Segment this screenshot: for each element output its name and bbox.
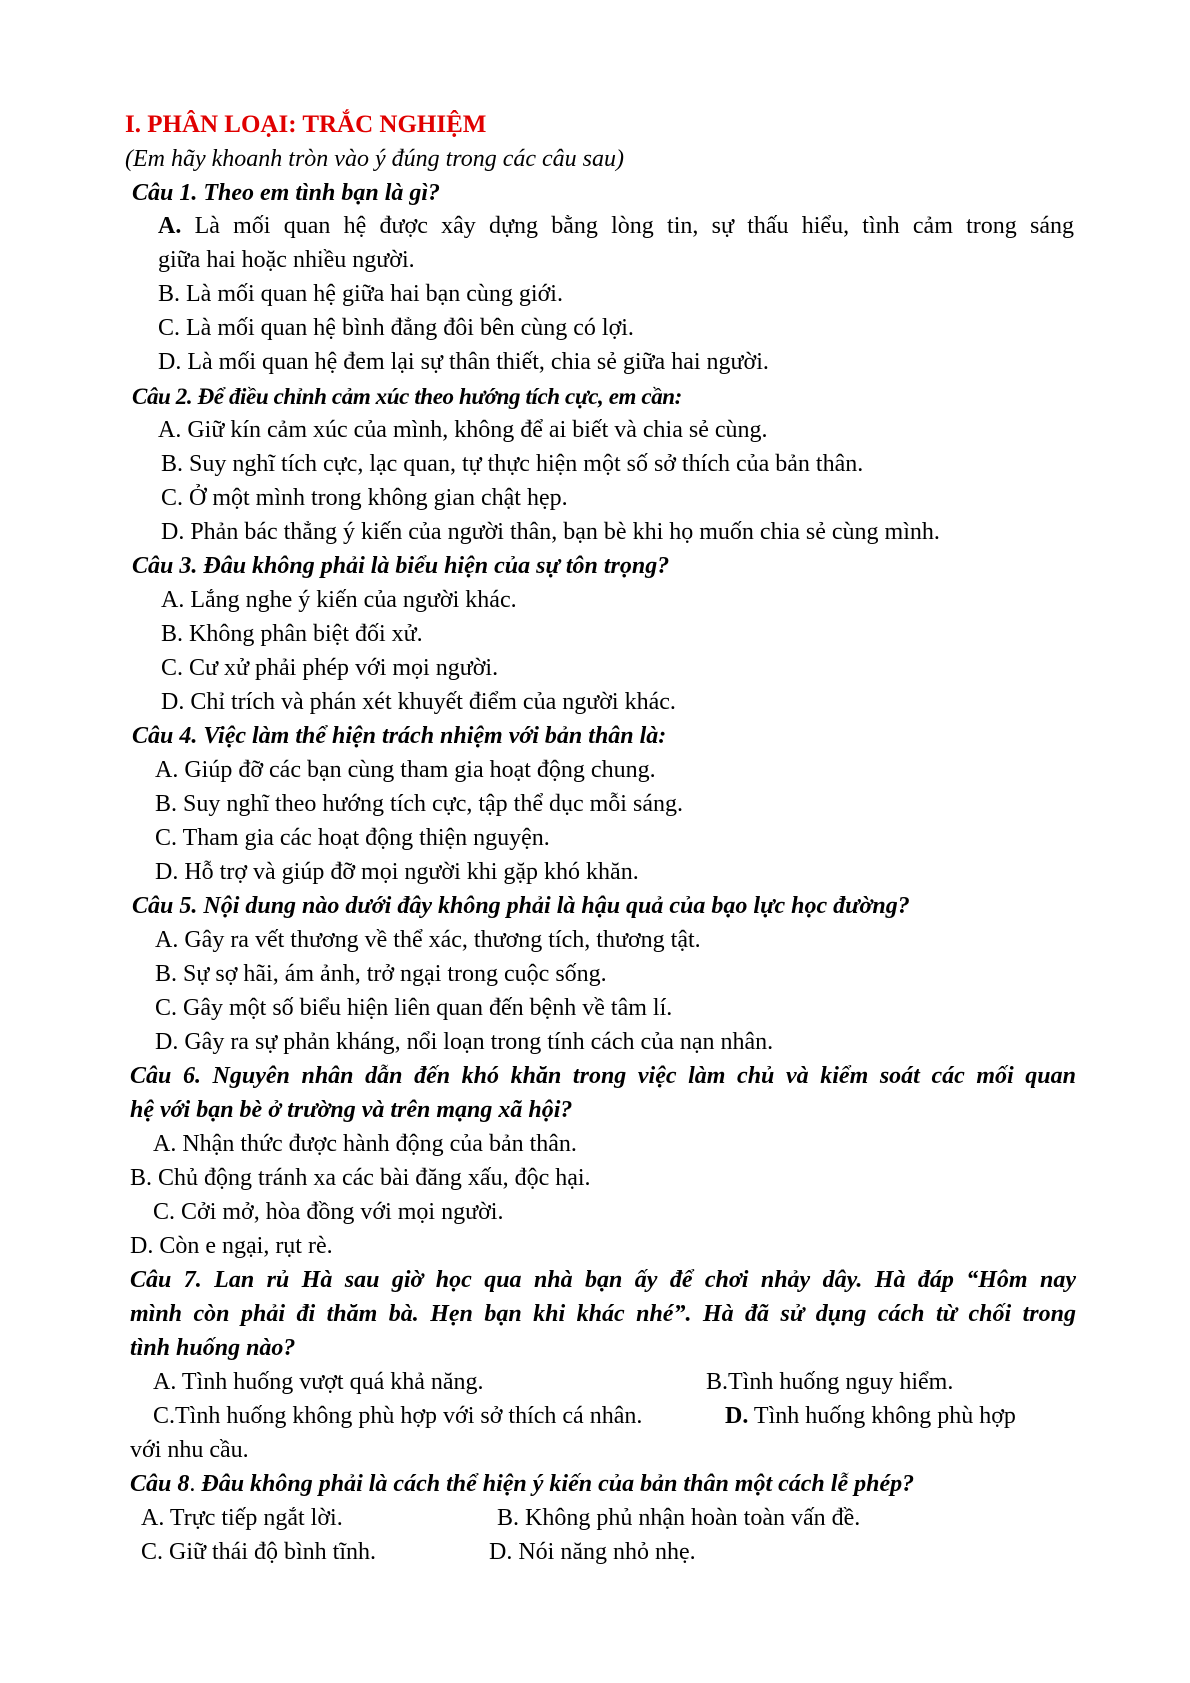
question-2-option-c: C. Ở một mình trong không gian chật hẹp. — [161, 485, 568, 511]
question-4-option-a: A. Giúp đỡ các bạn cùng tham gia hoạt động chung. — [155, 757, 656, 783]
question-4-option-b: B. Suy nghĩ theo hướng tích cực, tập thể dục mỗi sáng. — [155, 791, 683, 817]
question-6-stem: Câu 6. Nguyên nhân dẫn đến khó khăn trong việc làm chủ và kiểm soát các mối quan — [130, 1063, 1076, 1089]
question-4-stem: Câu 4. Việc làm thể hiện trách nhiệm với bản thân là: — [132, 723, 667, 749]
question-7-option-b: B.Tình huống nguy hiểm. — [706, 1369, 954, 1395]
question-3-stem: Câu 3. Đâu không phải là biểu hiện của sự tôn trọng? — [132, 553, 670, 579]
question-number: Câu 8 — [130, 1471, 190, 1497]
question-8-stem — [130, 1467, 914, 1501]
question-8-option-b: B. Không phủ nhận hoàn toàn vấn đề. — [497, 1505, 861, 1531]
question-7-option-d-cont: với nhu cầu. — [130, 1437, 249, 1463]
question-5-option-a: A. Gây ra vết thương về thể xác, thương tích, thương tật. — [155, 927, 701, 953]
question-3-option-a: A. Lắng nghe ý kiến của người khác. — [161, 587, 517, 613]
question-1-option-c: C. Là mối quan hệ bình đẳng đôi bên cùng có lợi. — [158, 315, 634, 341]
instruction-text: (Em hãy khoanh tròn vào ý đúng trong các câu sau) — [125, 146, 625, 172]
question-7-option-a: A. Tình huống vượt quá khả năng. — [153, 1369, 484, 1395]
question-text: Đâu không phải là cách thể hiện ý kiến của bản thân một cách lễ phép? — [195, 1471, 915, 1497]
question-1-option-d: D. Là mối quan hệ đem lại sự thân thiết, chia sẻ giữa hai người. — [158, 349, 769, 375]
question-8-option-d: D. Nói năng nhỏ nhẹ. — [489, 1539, 696, 1565]
question-5-stem: Câu 5. Nội dung nào dưới đây không phải là hậu quả của bạo lực học đường? — [132, 893, 910, 919]
option-text: Tình huống không phù hợp — [748, 1403, 1016, 1429]
question-3-option-b: B. Không phân biệt đối xử. — [161, 621, 423, 647]
question-6-stem-cont: hệ với bạn bè ở trường và trên mạng xã hội? — [130, 1097, 573, 1123]
question-7-stem: Câu 7. Lan rủ Hà sau giờ học qua nhà bạn ấy để chơi nhảy dây. Hà đáp “Hôm nay — [130, 1267, 1076, 1293]
question-5-option-c: C. Gây một số biểu hiện liên quan đến bệnh về tâm lí. — [155, 995, 673, 1021]
question-3-option-d: D. Chỉ trích và phán xét khuyết điểm của người khác. — [161, 689, 676, 715]
question-2-option-b: B. Suy nghĩ tích cực, lạc quan, tự thực hiện một số sở thích của bản thân. — [161, 451, 864, 477]
section-title: I. PHÂN LOẠI: TRẮC NGHIỆM — [125, 111, 487, 138]
option-text: Là mối quan hệ được xây dựng bằng lòng tin, sự thấu hiểu, tình cảm trong sáng — [181, 213, 1074, 239]
question-8-option-c: C. Giữ thái độ bình tĩnh. — [141, 1539, 377, 1565]
question-7-option-d — [725, 1399, 1016, 1433]
question-6-option-d: D. Còn e ngại, rụt rè. — [130, 1233, 333, 1259]
option-letter: A. — [158, 213, 182, 239]
question-7-stem-end: tình huống nào? — [130, 1335, 296, 1361]
question-6-option-b: B. Chủ động tránh xa các bài đăng xấu, độc hại. — [130, 1165, 591, 1191]
question-4-option-c: C. Tham gia các hoạt động thiện nguyện. — [155, 825, 550, 851]
question-5-option-d: D. Gây ra sự phản kháng, nổi loạn trong tính cách của nạn nhân. — [155, 1029, 774, 1055]
question-4-option-d: D. Hỗ trợ và giúp đỡ mọi người khi gặp khó khăn. — [155, 859, 639, 885]
question-7-stem-cont: mình còn phải đi thăm bà. Hẹn bạn khi khác nhé”. Hà đã sử dụng cách từ chối trong — [130, 1301, 1076, 1327]
question-5-option-b: B. Sự sợ hãi, ám ảnh, trở ngại trong cuộc sống. — [155, 961, 607, 987]
question-3-option-c: C. Cư xử phải phép với mọi người. — [161, 655, 499, 681]
question-number-dot: . — [189, 1471, 196, 1497]
question-1-option-a-cont: giữa hai hoặc nhiều người. — [158, 247, 415, 273]
question-1-option-b: B. Là mối quan hệ giữa hai bạn cùng giới. — [158, 281, 563, 307]
question-1-option-a — [158, 209, 1074, 243]
question-1-stem: Câu 1. Theo em tình bạn là gì? — [132, 180, 441, 206]
option-letter: D. — [725, 1403, 749, 1429]
question-7-option-c: C.Tình huống không phù hợp với sở thích cá nhân. — [153, 1403, 643, 1429]
question-6-option-a: A. Nhận thức được hành động của bản thân. — [153, 1131, 577, 1157]
question-2-option-d: D. Phản bác thẳng ý kiến của người thân, bạn bè khi họ muốn chia sẻ cùng mình. — [161, 519, 940, 545]
question-2-stem: Câu 2. Để điều chỉnh cảm xúc theo hướng tích cực, em cần: — [132, 384, 682, 409]
question-6-option-c: C. Cởi mở, hòa đồng với mọi người. — [153, 1199, 504, 1225]
question-2-option-a: A. Giữ kín cảm xúc của mình, không để ai biết và chia sẻ cùng. — [158, 417, 768, 443]
question-8-option-a: A. Trực tiếp ngắt lời. — [141, 1505, 343, 1531]
